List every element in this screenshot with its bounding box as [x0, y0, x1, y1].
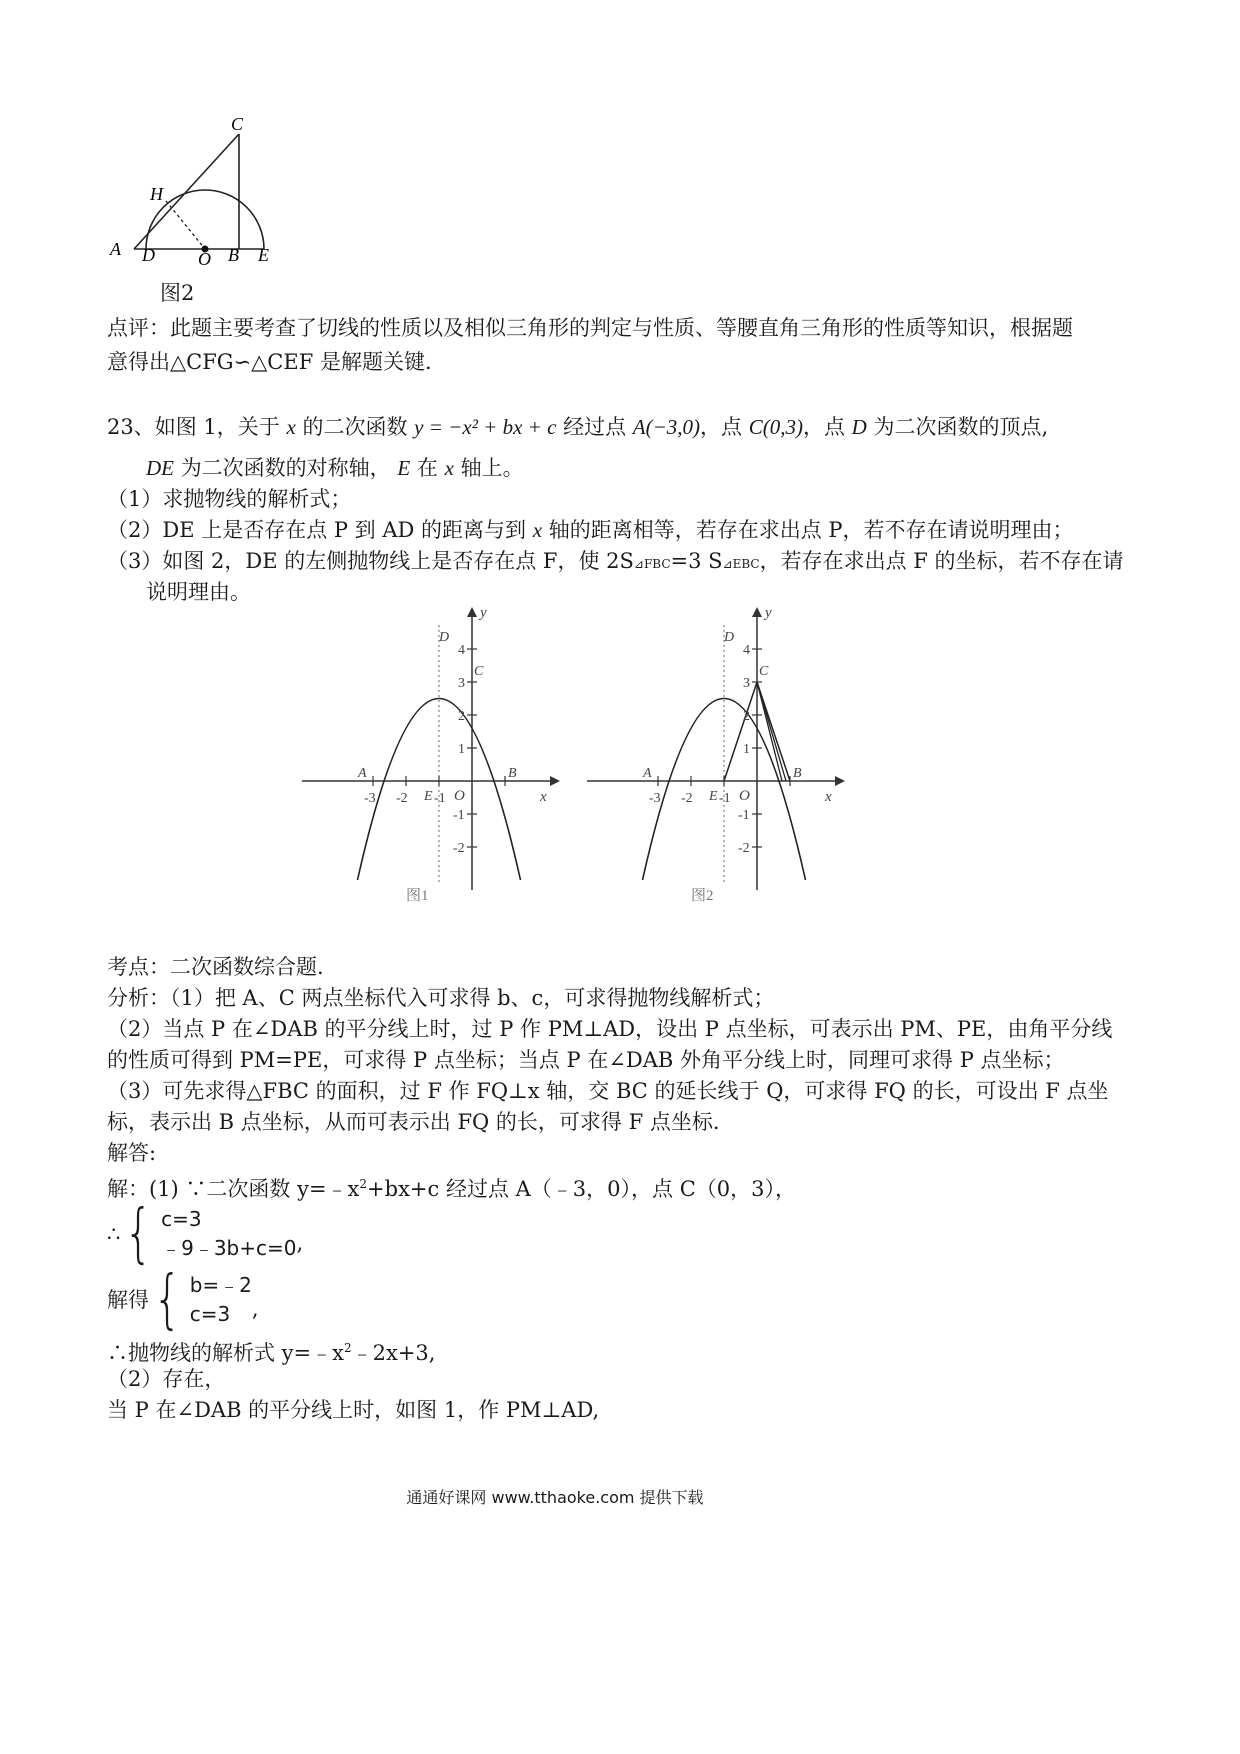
label-D: D: [142, 245, 155, 265]
jie-line-1: 解：(1) ∵二次函数 $y=﹣x^2+bx+c$ 经过点 A（﹣3，0），点 C（0，3），: [107, 1177, 796, 1201]
tick-x-neg3: -3: [649, 791, 661, 806]
problem-line-1: 23、如图 1，关于 x 的二次函数 y = −x² + bx + c 经过点 A(−3,0)，点 C(0,3)，点 D 为二次函数的顶点,: [107, 415, 1049, 439]
comment-line-1: 点评：此题主要考查了切线的性质以及相似三角形的判定与性质、等腰直角三角形的性质等知识，根据题: [107, 316, 1073, 340]
tick-marks: [373, 649, 505, 847]
segment-CG: [757, 682, 786, 781]
y-label: y: [765, 605, 772, 621]
fenxi-1: 分析：（1）把 A、C 两点坐标代入可求得 b、c，可求得抛物线解析式；: [107, 986, 775, 1010]
tick-y-neg1: -1: [738, 808, 750, 823]
problem-line-2: DE 为二次函数的对称轴， E 在 x 轴上。: [146, 456, 524, 480]
fenxi-2a: （2）当点 P 在∠DAB 的平分线上时，过 P 作 PM⊥AD，设出 P 点坐标，可表示出 PM、PE，由角平分线: [107, 1017, 1113, 1041]
label-O: O: [198, 249, 211, 267]
tick-y-neg2: -2: [453, 841, 465, 856]
part-2b: 当 P 在∠DAB 的平分线上时，如图 1，作 PM⊥AD,: [107, 1398, 600, 1422]
label-C: C: [759, 664, 769, 679]
tick-marks: [658, 649, 790, 847]
tick-y-1: 1: [743, 742, 750, 757]
label-E: E: [258, 245, 269, 265]
question-1: （1）求抛物线的解析式；: [107, 487, 352, 511]
jieda-heading: 解答:: [107, 1141, 157, 1165]
tick-y-3: 3: [743, 676, 750, 691]
tick-y-4: 4: [743, 643, 750, 658]
x-label: x: [825, 789, 832, 805]
tick-x-neg1: -1: [434, 791, 446, 806]
fenxi-3b: 标，表示出 B 点坐标，从而可表示出 FQ 的长，可求得 F 点坐标.: [107, 1110, 720, 1134]
segment-EC: [724, 682, 757, 781]
left-brace-icon: {: [153, 1263, 182, 1337]
origin-label: O: [739, 788, 750, 804]
label-E: E: [709, 789, 718, 804]
label-E: E: [424, 789, 433, 804]
tick-x-neg1: -1: [719, 791, 731, 806]
graph-figure-1: [300, 605, 570, 915]
tangent-figure: [100, 112, 310, 267]
tick-y-2: 2: [458, 709, 465, 724]
tick-y-2: 2: [743, 709, 750, 724]
tick-y-neg2: -2: [738, 841, 750, 856]
question-3: （3）如图 2，DE 的左侧抛物线上是否存在点 F，使 2S⊿FBC=3 S⊿EBC，若存在求出点 F 的坐标，若不存在请: [107, 549, 1124, 573]
comment-line-2: 意得出△CFG∽△CEF 是解题关键.: [107, 350, 432, 374]
x-axis-arrow: [835, 776, 845, 786]
label-B: B: [508, 766, 517, 781]
kaodian: 考点：二次函数综合题.: [107, 955, 324, 979]
label-A: A: [110, 239, 121, 259]
y-axis-arrow: [467, 607, 477, 617]
label-B: B: [793, 766, 802, 781]
tick-x-neg2: -2: [681, 791, 693, 806]
x-axis-arrow: [550, 776, 560, 786]
tick-y-3: 3: [458, 676, 465, 691]
label-B: B: [228, 245, 239, 265]
fenxi-3a: （3）可先求得△FBC 的面积，过 F 作 FQ⊥x 轴，交 BC 的延长线于 Q，可求得 FQ 的长，可设出 F 点坐: [107, 1079, 1109, 1103]
page-footer: 通通好课网 www.tthaoke.com 提供下载: [406, 1488, 704, 1507]
function-expression: y = −x² + bx + c: [414, 415, 557, 439]
x-label: x: [540, 789, 547, 805]
label-A: A: [358, 766, 367, 781]
label-C: C: [474, 664, 484, 679]
equation-system-2: 解得 { b=﹣2 c=3 ,: [107, 1263, 259, 1337]
y-axis-arrow: [752, 607, 762, 617]
fenxi-2b: 的性质可得到 PM=PE，可求得 P 点坐标；当点 P 在∠DAB 外角平分线上时，同理可求得 P 点坐标；: [107, 1048, 1065, 1072]
origin-label: O: [454, 788, 465, 804]
caption-fig2: 图2: [691, 888, 714, 904]
tick-y-1: 1: [458, 742, 465, 757]
question-2: （2）DE 上是否存在点 P 到 AD 的距离与到 x 轴的距离相等，若存在求出点 P，若不存在请说明理由；: [107, 518, 1074, 542]
tick-y-4: 4: [458, 643, 465, 658]
label-D: D: [439, 630, 450, 645]
left-brace-icon: {: [124, 1197, 153, 1271]
y-label: y: [480, 605, 487, 621]
caption-fig1: 图1: [406, 888, 429, 904]
parabola-result: ∴抛物线的解析式 $y=﹣x^2﹣2x+3$,: [107, 1341, 436, 1365]
part-2: （2）存在，: [107, 1367, 226, 1391]
graph-figure-2: [585, 605, 855, 915]
question-3-line-2: 说明理由。: [146, 580, 251, 604]
label-D: D: [724, 630, 735, 645]
semicircle: [146, 190, 264, 249]
tick-y-neg1: -1: [453, 808, 465, 823]
tick-x-neg3: -3: [364, 791, 376, 806]
label-H: H: [150, 184, 163, 204]
figure-caption-top: 图2: [160, 281, 195, 305]
label-A: A: [643, 766, 652, 781]
tick-x-neg2: -2: [396, 791, 408, 806]
label-C: C: [231, 114, 244, 134]
equation-system-1: ∴ { c=3 ﹣9﹣3b+c=0 ,: [107, 1197, 304, 1271]
